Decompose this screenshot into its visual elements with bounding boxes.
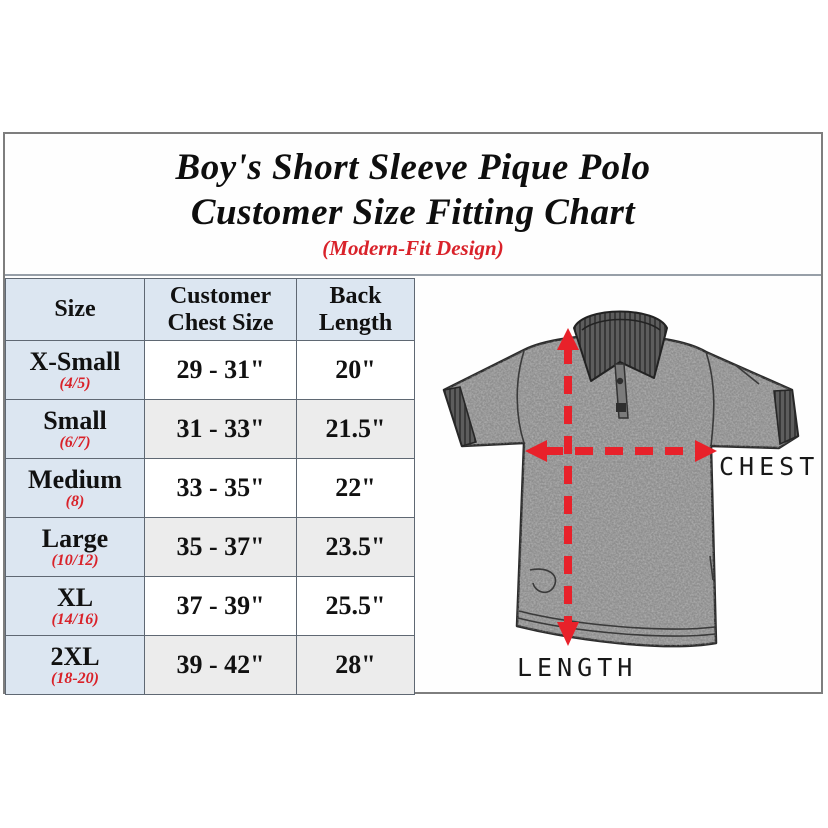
back-length-value: 20": [297, 341, 415, 400]
size-label: 2XL: [50, 642, 100, 671]
size-label: Medium: [28, 465, 122, 494]
length-label: LENGTH: [517, 653, 638, 682]
table-row: [6, 341, 415, 400]
size-age-label: (8): [65, 493, 85, 510]
size-cell: [6, 459, 145, 518]
chest-size-value: 35 - 37": [145, 518, 297, 577]
back-length-value: 25.5": [297, 577, 415, 636]
header-chest-line1: Customer: [169, 282, 272, 309]
header-back-line1: Back: [329, 282, 382, 309]
header-back: [297, 279, 415, 341]
polo-diagram: [414, 278, 821, 692]
back-length-value: 22": [297, 459, 415, 518]
size-age-label: (6/7): [59, 434, 91, 451]
table-header-row: [6, 279, 415, 341]
size-label: X-Small: [29, 347, 121, 376]
back-length-value: 21.5": [297, 400, 415, 459]
size-chart-container: [3, 132, 823, 694]
size-age-label: (14/16): [51, 611, 99, 628]
size-table-body: [6, 341, 415, 695]
polo-shirt-illustration: [414, 278, 821, 692]
table-row: [6, 636, 415, 695]
size-label: XL: [56, 583, 94, 612]
size-cell: [6, 341, 145, 400]
chest-size-value: 31 - 33": [145, 400, 297, 459]
size-cell: [6, 518, 145, 577]
size-label: Small: [43, 406, 107, 435]
chest-label: CHEST: [719, 452, 820, 481]
table-row: [6, 518, 415, 577]
header-size: Size: [6, 279, 145, 341]
chest-size-value: 37 - 39": [145, 577, 297, 636]
size-age-label: (10/12): [51, 552, 99, 569]
back-length-value: 23.5": [297, 518, 415, 577]
fit-design-subtitle: (Modern-Fit Design): [322, 236, 504, 260]
size-cell: [6, 636, 145, 695]
size-cell: [6, 400, 145, 459]
size-age-label: (18-20): [51, 670, 99, 687]
back-length-value: 28": [297, 636, 415, 695]
size-cell: [6, 577, 145, 636]
chart-content: [5, 278, 821, 692]
header-back-line2: Length: [318, 309, 393, 336]
chest-size-value: 39 - 42": [145, 636, 297, 695]
size-table: [5, 278, 415, 695]
table-row: [6, 577, 415, 636]
size-label: Large: [41, 524, 109, 553]
chest-size-value: 29 - 31": [145, 341, 297, 400]
button: [616, 403, 626, 412]
page-title-line2: Customer Size Fitting Chart: [190, 192, 636, 233]
header-chest-line2: Chest Size: [167, 309, 274, 336]
chest-size-value: 33 - 35": [145, 459, 297, 518]
table-row: [6, 400, 415, 459]
title-block: [5, 134, 821, 276]
button: [617, 378, 623, 384]
size-age-label: (4/5): [59, 375, 91, 392]
page-title-line1: Boy's Short Sleeve Pique Polo: [175, 147, 651, 188]
table-row: [6, 459, 415, 518]
header-chest: [145, 279, 297, 341]
